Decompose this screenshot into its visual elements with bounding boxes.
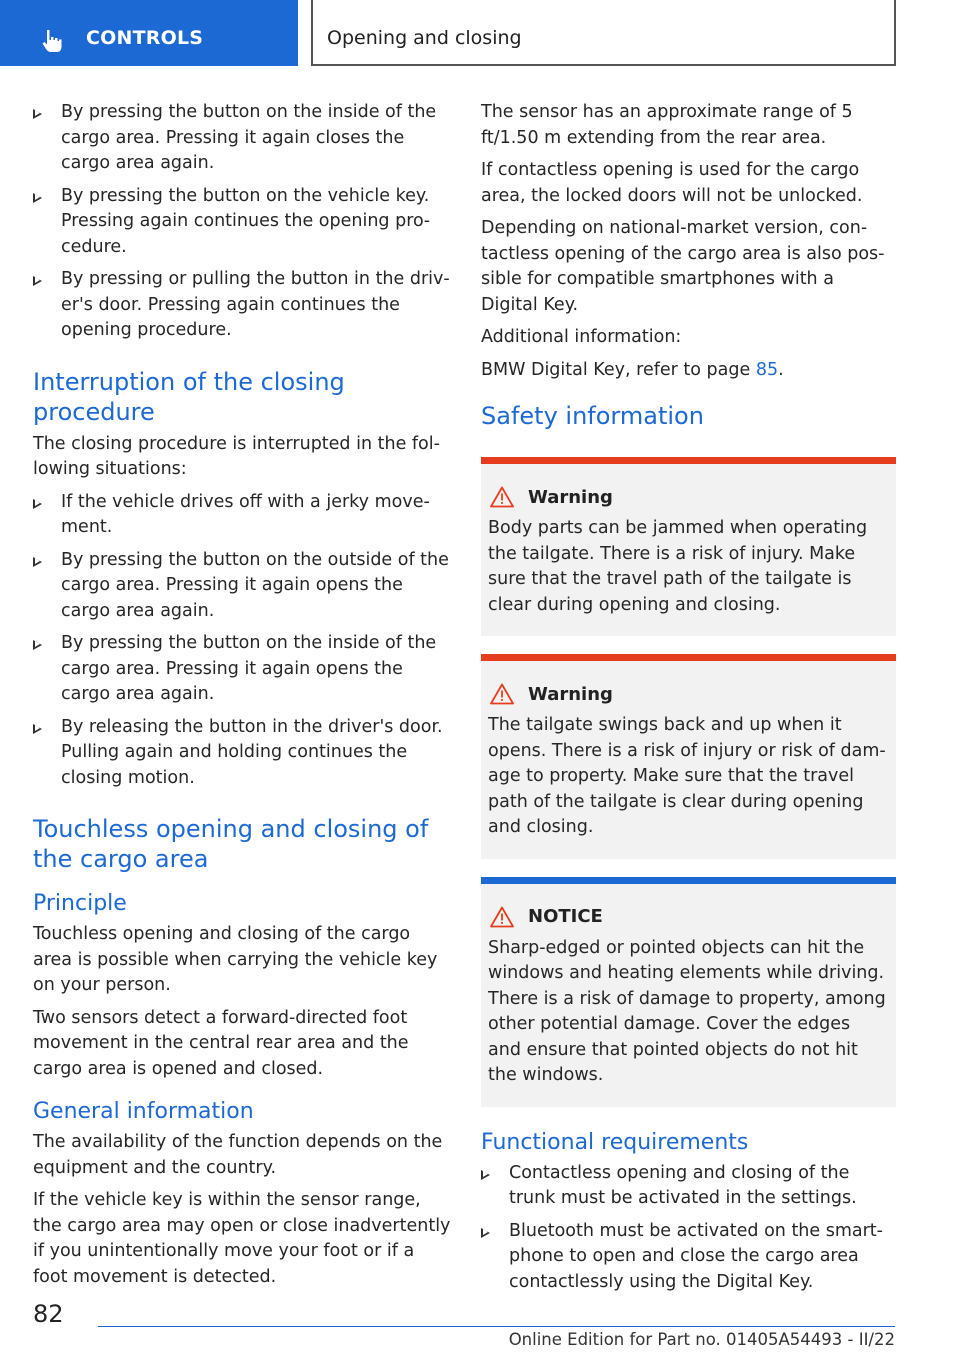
right-column (481, 100, 896, 1302)
notice-title: NOTICE (528, 906, 603, 927)
cross-reference: BMW Digital Key, refer to page 85. (481, 359, 784, 380)
list-item: By pressing or pulling the button in the driv‐ er's door. Pressing again continues the opening procedure. (33, 267, 451, 344)
warning-title: Warning (528, 486, 613, 508)
heading-safety-information: Safety information (481, 402, 704, 430)
list-item: By pressing the button on the inside of the cargo area. Pressing it again opens the cargo area again. (33, 631, 451, 708)
bullet-arrow-icon (481, 1228, 490, 1238)
heading-functional-requirements: Functional requirements (481, 1129, 749, 1155)
paragraph: Two sensors detect a forward-directed foot movement in the central rear area and the cargo area is opened and closed. (33, 1007, 409, 1079)
warning-title: Warning (528, 683, 613, 705)
paragraph: The closing procedure is interrupted in the fol‐ lowing situations: (33, 433, 440, 479)
paragraph: The availability of the function depends on the equipment and the country. (33, 1132, 443, 1178)
page-link[interactable]: 85 (755, 359, 779, 380)
heading-interruption: Interruption of the closing procedure (33, 367, 345, 426)
warning-bar (481, 457, 896, 464)
chapter-tab[interactable] (0, 0, 298, 66)
paragraph: If contactless opening is used for the cargo area, the locked doors will not be unlocked. (481, 160, 863, 206)
list-item: If the vehicle drives off with a jerky move‐ ment. (33, 490, 451, 541)
warning-triangle-icon (490, 683, 514, 705)
warning-text: Body parts can be jammed when operating the tailgate. There is a risk of injury. Make sure that the travel path of the tailgate is clear during opening and closing. (488, 518, 868, 615)
list-item: By releasing the button in the driver's door. Pulling again and holding continues the closing motion. (33, 715, 451, 792)
section-title: Opening and closing (327, 27, 522, 49)
paragraph: If the vehicle key is within the sensor range, the cargo area may open or close inadvertently if you unintentionally move your foot or if a foot movement is detected. (33, 1190, 451, 1287)
list-item: Bluetooth must be activated on the smart‐ phone to open and close the cargo area contactlessly using the Digital Key. (481, 1219, 896, 1296)
bullet-arrow-icon (33, 499, 42, 509)
list-item: Contactless opening and closing of the trunk must be activated in the settings. (481, 1161, 896, 1212)
warning-bar (481, 654, 896, 661)
list-item: By pressing the button on the inside of the cargo area. Pressing it again closes the cargo area again. (33, 100, 451, 177)
warning-triangle-icon (490, 486, 514, 508)
hand-pointer-icon (40, 28, 66, 54)
bullet-arrow-icon (33, 276, 42, 286)
warning-text: The tailgate swings back and up when it opens. There is a risk of injury or risk of dam‐ age to property. Make sure that the travel path of the tailgate is clear during opening and closing. (488, 715, 886, 837)
edition-text: Online Edition for Part no. 01405A54493 - II/22 (508, 1330, 895, 1349)
page-number: 82 (33, 1300, 64, 1328)
bullet-arrow-icon (33, 557, 42, 567)
list-item: By pressing the button on the outside of the cargo area. Pressing it again opens the cargo area again. (33, 548, 451, 625)
warning-box (481, 457, 896, 636)
left-column (33, 100, 451, 1297)
notice-text: Sharp-edged or pointed objects can hit the windows and heating elements while driving. There is a risk of damage to property, among other potential damage. Cover the edges and ensure that pointed objects do not hit the windows. (488, 937, 886, 1085)
list-item: By pressing the button on the vehicle key. Pressing again continues the opening pro‐ cedure. (33, 184, 451, 261)
chapter-title: CONTROLS (86, 27, 204, 49)
section-header (311, 0, 896, 66)
heading-touchless: Touchless opening and closing of the cargo area (33, 815, 429, 873)
paragraph: Touchless opening and closing of the cargo area is possible when carrying the vehicle key on your person. (33, 924, 438, 995)
bullet-arrow-icon (481, 1170, 490, 1180)
notice-triangle-icon (490, 906, 514, 928)
bullet-arrow-icon (33, 724, 42, 734)
heading-general-information: General information (33, 1099, 254, 1124)
bullet-arrow-icon (33, 193, 42, 203)
paragraph: Depending on national-market version, con‐ tactless opening of the cargo area is also pos‐ sible for compatible smartphones with a Digital Key. (481, 218, 885, 315)
bullet-arrow-icon (33, 640, 42, 650)
paragraph: Additional information: (481, 327, 682, 347)
bullet-arrow-icon (33, 109, 42, 119)
paragraph: The sensor has an approximate range of 5 ft/1.50 m extending from the rear area. (481, 102, 853, 148)
footer-divider (98, 1326, 895, 1327)
heading-principle: Principle (33, 891, 127, 916)
notice-box (481, 877, 896, 1107)
notice-bar (481, 877, 896, 884)
warning-box (481, 654, 896, 859)
